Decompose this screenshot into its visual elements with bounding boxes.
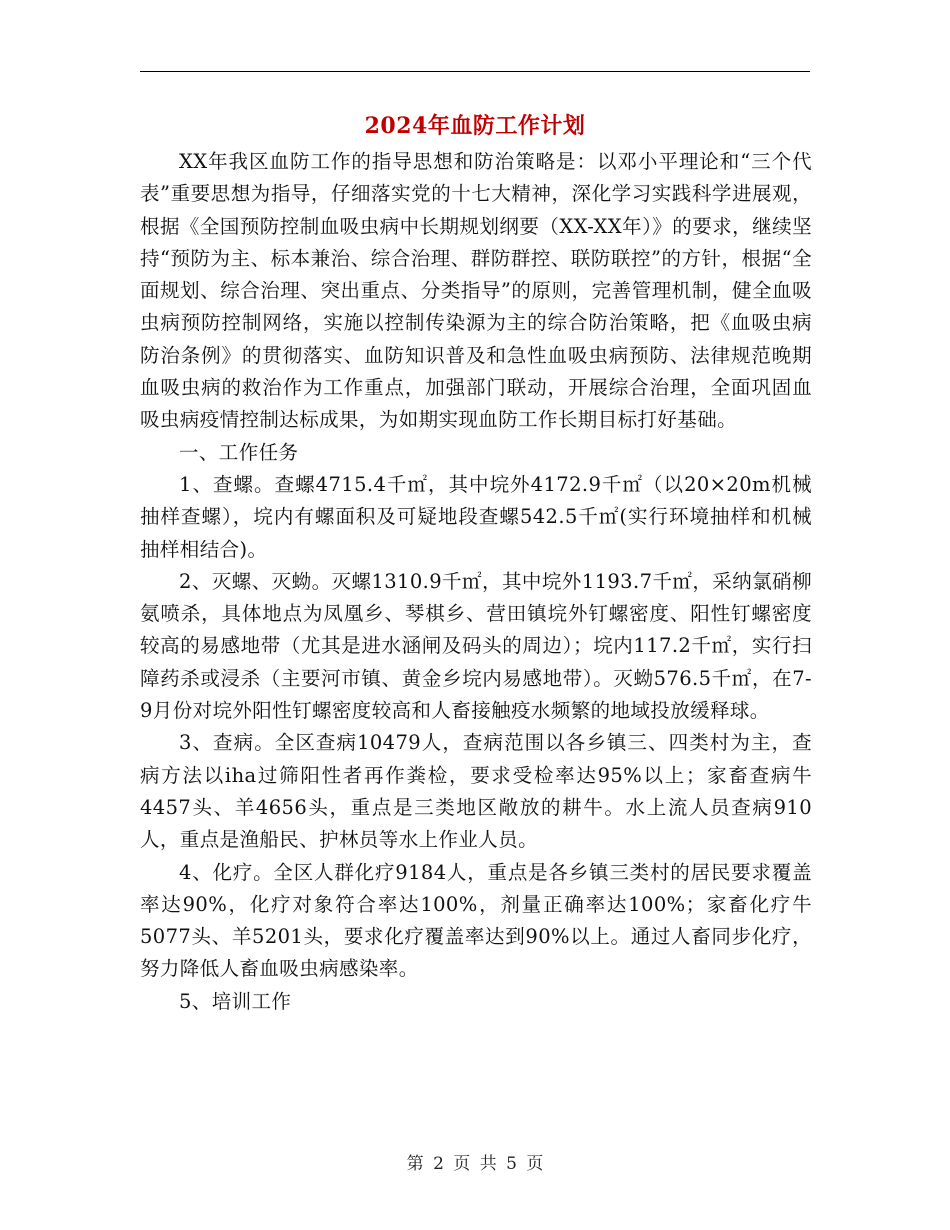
section-heading: 一、工作任务 [179, 440, 299, 464]
document-title: 2024年血防工作计划 [364, 113, 586, 139]
paragraph-task-5: 5、培训工作 [179, 989, 292, 1013]
document-body [140, 146, 812, 1018]
paragraph-task-4: 4、化疗。全区人群化疗9184人，重点是各乡镇三类村的居民要求覆盖率达90%，化疗对象符合率达100%，剂量正确率达100%；家畜化疗牛5077头、羊5201头，要求化疗覆盖率达到90%以上。通过人畜同步化疗，努力降低人畜血吸虫病感染率。 [140, 860, 812, 981]
page-number-footer: 第 2 页 共 5 页 [406, 1154, 544, 1174]
paragraph-task-1: 1、查螺。查螺4715.4千㎡，其中垸外4172.9千㎡（以20×20m机械抽样查螺），垸内有螺面积及可疑地段查螺542.5千㎡(实行环境抽样和机械抽样相结合)。 [140, 472, 812, 561]
paragraph-task-2: 2、灭螺、灭蚴。灭螺1310.9千㎡，其中垸外1193.7千㎡，采纳氯硝柳氨喷杀，具体地点为凤凰乡、琴棋乡、营田镇垸外钉螺密度、阳性钉螺密度较高的易感地带（尤其是进水涵闸及码头的周边）；垸内117.2千㎡，实行扫障药杀或浸杀（主要河市镇、黄金乡垸内易感地带）。灭蚴576.5千㎡，在7-9月份对垸外阳性钉螺密度较高和人畜接触疫水频繁的地域投放缓释球。 [140, 569, 812, 723]
header-rule [140, 71, 810, 72]
paragraph-intro: XX年我区血防工作的指导思想和防治策略是：以邓小平理论和“三个代表”重要思想为指导，仔细落实党的十七大精神，深化学习实践科学进展观，根据《全国预防控制血吸虫病中长期规划纲要（XX-XX年）》的要求，继续坚持“预防为主、标本兼治、综合治理、群防群控、联防联控”的方针，根据“全面规划、综合治理、突出重点、分类指导”的原则，完善管理机制，健全血吸虫病预防控制网络，实施以控制传染源为主的综合防治策略，把《血吸虫病防治条例》的贯彻落实、血防知识普及和急性血吸虫病预防、法律规范晚期血吸虫病的救治作为工作重点，加强部门联动，开展综合治理，全面巩固血吸虫病疫情控制达标成果，为如期实现血防工作长期目标打好基础。 [140, 150, 812, 432]
paragraph-task-3: 3、查病。全区查病10479人，查病范围以各乡镇三、四类村为主，查病方法以iha过筛阳性者再作粪检，要求受检率达95%以上；家畜查病牛4457头、羊4656头，重点是三类地区敞放的耕牛。水上流人员查病910人，重点是渔船民、护林员等水上作业人员。 [140, 731, 812, 852]
